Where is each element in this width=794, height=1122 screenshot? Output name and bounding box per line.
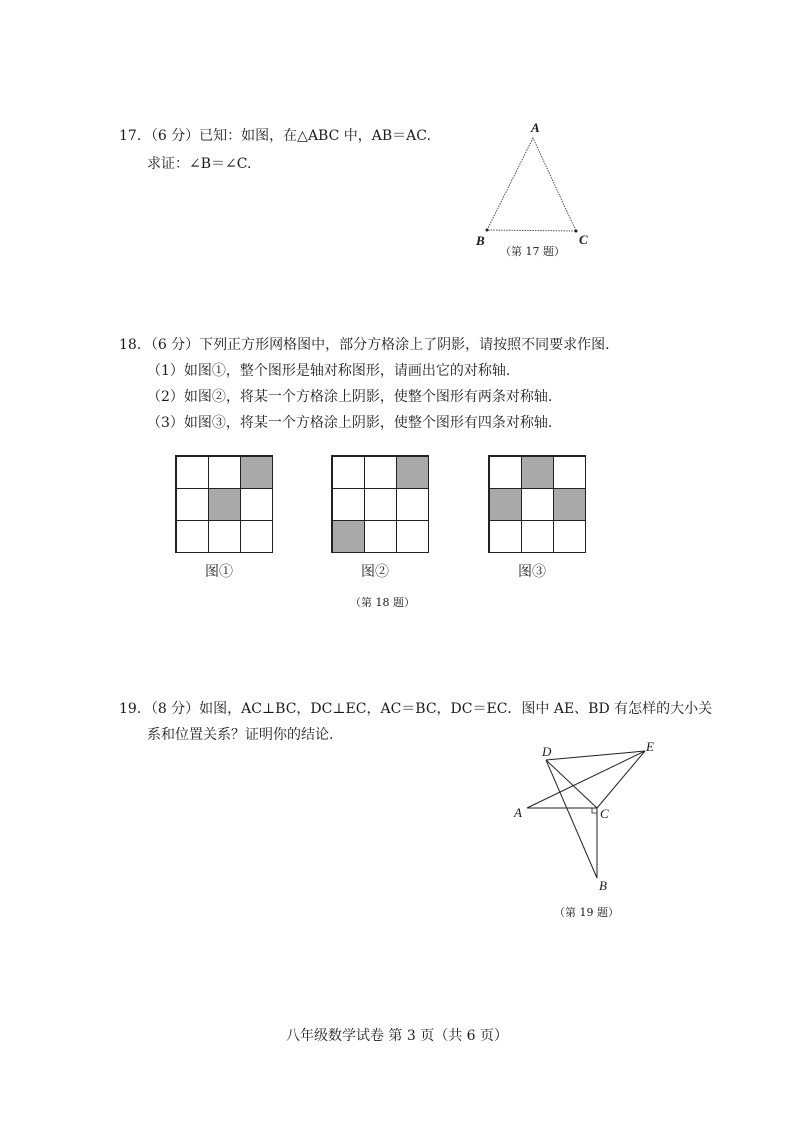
grid-cell	[240, 520, 273, 553]
grid-figure-1	[175, 455, 273, 553]
q19-label-c: C	[600, 806, 609, 821]
q17-stem: 17．（6 分）已知：如图，在△ABC 中，AB＝AC.	[119, 128, 431, 144]
grid-cell	[396, 488, 429, 521]
grid-cell	[176, 488, 209, 521]
q17-to-prove: 求证：∠B＝∠C.	[147, 156, 252, 172]
grid-cell	[364, 456, 397, 489]
grid-label-1: 图①	[205, 564, 233, 580]
q19-caption: （第 19 题）	[554, 906, 619, 919]
q19-label-d: D	[542, 744, 552, 759]
q18-sub2: （2）如图②，将某一个方格涂上阴影，使整个图形有两条对称轴.	[147, 389, 553, 405]
grid-cell-shaded	[396, 456, 429, 489]
grid-cell-shaded	[208, 488, 241, 521]
q19-label-e: E	[646, 739, 654, 754]
grid-cell-shaded	[240, 456, 273, 489]
q18-stem: 18．（6 分）下列正方形网格图中，部分方格涂上了阴影，请按照不同要求作图.	[119, 337, 610, 353]
grid-cell	[396, 520, 429, 553]
segment-ae	[527, 751, 645, 808]
grid-cell	[208, 520, 241, 553]
grid-cell-shaded	[489, 488, 522, 521]
point-b-dot	[486, 229, 489, 232]
q17-caption: （第 17 题）	[500, 245, 565, 258]
grid-cell	[332, 456, 365, 489]
q18-sub1: （1）如图①，整个图形是轴对称图形，请画出它的对称轴.	[147, 363, 511, 379]
grid-cell	[176, 520, 209, 553]
point-c-dot	[575, 230, 578, 233]
q19-stem-cont: 系和位置关系？证明你的结论.	[147, 727, 334, 743]
grid-figure-3	[488, 455, 586, 553]
grid-cell	[240, 488, 273, 521]
grid-cell	[364, 520, 397, 553]
grid-cell	[176, 456, 209, 489]
segment-ce	[597, 751, 645, 808]
grid-label-2: 图②	[361, 564, 389, 580]
right-angle-mark	[592, 808, 597, 813]
q17-label-a: A	[531, 120, 540, 135]
grid-cell-shaded	[332, 520, 365, 553]
q19-stem: 19．（8 分）如图，AC⊥BC，DC⊥EC，AC＝BC，DC＝EC．图中 AE、BD 有怎样的大小关	[119, 701, 713, 717]
grid-cell-shaded	[553, 488, 586, 521]
page-footer: 八年级数学试卷 第 3 页（共 6 页）	[285, 1028, 509, 1044]
q17-label-b: B	[476, 233, 485, 248]
grid-cell	[364, 488, 397, 521]
grid-cell	[208, 456, 241, 489]
q18-sub3: （3）如图③，将某一个方格涂上阴影，使整个图形有四条对称轴.	[147, 415, 553, 431]
q18-caption: （第 18 题）	[350, 596, 415, 609]
segment-de	[546, 751, 645, 760]
grid-cell	[332, 488, 365, 521]
grid-cell-shaded	[521, 456, 554, 489]
grid-cell	[553, 456, 586, 489]
q17-label-c: C	[579, 232, 588, 247]
grid-label-3: 图③	[518, 564, 546, 580]
triangle-abc	[487, 138, 576, 231]
segment-dc	[546, 760, 597, 808]
grid-cell	[489, 520, 522, 553]
segment-db	[546, 760, 597, 878]
grid-cell	[521, 488, 554, 521]
grid-figure-2	[331, 455, 429, 553]
grid-cell	[521, 520, 554, 553]
q19-label-b: B	[599, 878, 607, 893]
grid-cell	[489, 456, 522, 489]
grid-cell	[553, 520, 586, 553]
q19-label-a: A	[514, 805, 522, 820]
